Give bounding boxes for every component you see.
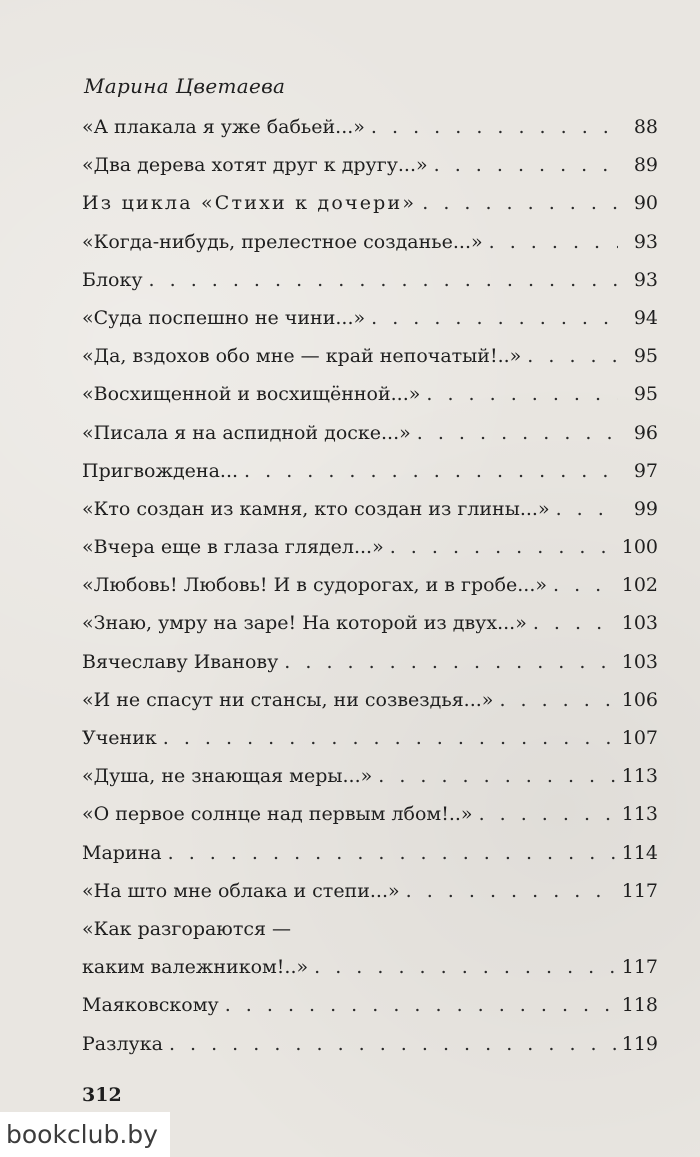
toc-entry-page: 107: [621, 727, 658, 749]
toc-entry: [82, 345, 658, 383]
toc-entry-page: 96: [633, 421, 658, 444]
toc-entry: [82, 269, 658, 307]
toc-entry-title: Разлука: [82, 1032, 163, 1055]
toc-entry: [82, 192, 658, 230]
toc-entry-page: 89: [633, 154, 658, 177]
toc-entry-page: 102: [621, 574, 658, 597]
dot-leader: [556, 498, 618, 520]
toc-entry: [82, 842, 658, 880]
toc-entry-title: «Знаю, умру на заре! На которой из двух...»: [82, 612, 527, 635]
toc-entry-title: Из цикла «Стихи к дочери»: [82, 192, 417, 215]
toc-entry: [82, 154, 658, 192]
dot-leader: [149, 269, 618, 291]
watermark: bookclub.by: [0, 1112, 170, 1157]
dot-leader: [371, 116, 618, 138]
toc-entry: [82, 116, 658, 154]
toc-entry: [82, 422, 658, 460]
dot-leader: [163, 727, 616, 749]
toc-entry-page: 117: [621, 956, 658, 979]
toc-entry-page: 106: [621, 688, 658, 711]
running-header-author: Марина Цветаева: [84, 74, 286, 98]
dot-leader: [284, 651, 615, 673]
toc-entry-page: 117: [621, 879, 658, 902]
dot-leader: [314, 956, 616, 978]
toc-entry: [82, 1033, 658, 1071]
dot-leader: [378, 765, 616, 787]
toc-entry: [82, 307, 658, 345]
toc-entry-page: 95: [633, 383, 658, 406]
toc-entry-page: 103: [621, 650, 658, 673]
table-of-contents: [82, 116, 658, 1071]
toc-entry-title: «Два дерева хотят друг к другу...»: [82, 154, 428, 177]
dot-leader: [417, 422, 618, 444]
dot-leader: [422, 192, 618, 214]
toc-entry-page: 90: [633, 192, 658, 215]
toc-entry: [82, 612, 658, 650]
dot-leader: [371, 307, 618, 329]
toc-entry-title: «А плакала я уже бабьей...»: [82, 116, 365, 138]
toc-entry: [82, 574, 658, 612]
dot-leader: [499, 689, 615, 711]
dot-leader: [244, 460, 618, 482]
dot-leader: [553, 574, 616, 596]
toc-entry-title: Ученик: [82, 727, 157, 749]
toc-entry-title: «Да, вздохов обо мне — край непочатый!..»: [82, 345, 522, 368]
toc-entry-title: «О первое солнце над первым лбом!..»: [82, 803, 473, 826]
page-number: 312: [82, 1084, 122, 1106]
toc-entry-title: Блоку: [82, 268, 143, 291]
toc-entry-title: «Вчера еще в глаза глядел...»: [82, 536, 384, 559]
toc-entry-page: 113: [621, 765, 658, 788]
toc-entry-page: 118: [621, 994, 658, 1017]
toc-entry-page: 95: [633, 345, 658, 368]
toc-entry: [82, 651, 658, 689]
toc-entry: [82, 498, 658, 536]
toc-entry-page: 103: [621, 612, 658, 635]
toc-entry-page: 93: [633, 230, 658, 253]
toc-entry-page: 93: [633, 268, 658, 291]
toc-entry-title: Маяковскому: [82, 994, 219, 1017]
toc-entry-title: Марина: [82, 841, 162, 864]
toc-entry-title: «Как разгораются —: [82, 917, 292, 940]
toc-entry: [82, 918, 658, 956]
toc-entry-title: «И не спасут ни стансы, ни созвездья...»: [82, 688, 494, 711]
toc-entry-page: 94: [633, 306, 658, 329]
toc-entry: [82, 994, 658, 1032]
toc-entry: [82, 727, 658, 765]
toc-entry-title: каким валежником!..»: [82, 956, 309, 979]
toc-entry-title: «Кто создан из камня, кто создан из глины...»: [82, 497, 550, 520]
toc-entry-page: 97: [633, 459, 658, 482]
dot-leader: [527, 345, 618, 367]
toc-entry: [82, 956, 658, 994]
toc-entry-title: «Душа, не знающая меры...»: [82, 765, 373, 788]
toc-entry-title: «Суда поспешно не чини...»: [82, 306, 366, 329]
toc-entry-title: «Любовь! Любовь! И в судорогах, и в гробе...»: [82, 574, 548, 597]
dot-leader: [533, 612, 616, 634]
toc-entry-page: 113: [621, 803, 658, 826]
dot-leader: [169, 1033, 616, 1055]
dot-leader: [225, 994, 616, 1016]
dot-leader: [390, 536, 616, 558]
toc-entry: [82, 383, 658, 421]
toc-entry-title: Вячеславу Иванову: [82, 650, 279, 673]
dot-leader: [489, 231, 618, 253]
dot-leader: [406, 880, 616, 902]
toc-entry-page: 114: [621, 841, 658, 864]
toc-entry-title: «Когда-нибудь, прелестное созданье...»: [82, 230, 483, 253]
toc-entry-page: 119: [621, 1032, 658, 1055]
dot-leader: [434, 154, 618, 176]
toc-entry-title: «На што мне облака и степи...»: [82, 879, 400, 902]
toc-entry: [82, 460, 658, 498]
toc-entry-page: 88: [633, 116, 658, 138]
dot-leader: [479, 803, 616, 825]
toc-entry: [82, 231, 658, 269]
toc-entry-page: 100: [621, 536, 658, 559]
toc-entry-title: «Восхищенной и восхищённой...»: [82, 383, 421, 406]
toc-entry: [82, 536, 658, 574]
toc-entry: [82, 880, 658, 918]
toc-entry-title: «Писала я на аспидной доске...»: [82, 421, 411, 444]
toc-entry-title: Пригвождена...: [82, 459, 239, 482]
toc-entry: [82, 689, 658, 727]
dot-leader: [426, 383, 618, 405]
toc-entry: [82, 803, 658, 841]
toc-entry-page: 99: [633, 497, 658, 520]
toc-entry: [82, 765, 658, 803]
dot-leader: [168, 842, 616, 864]
